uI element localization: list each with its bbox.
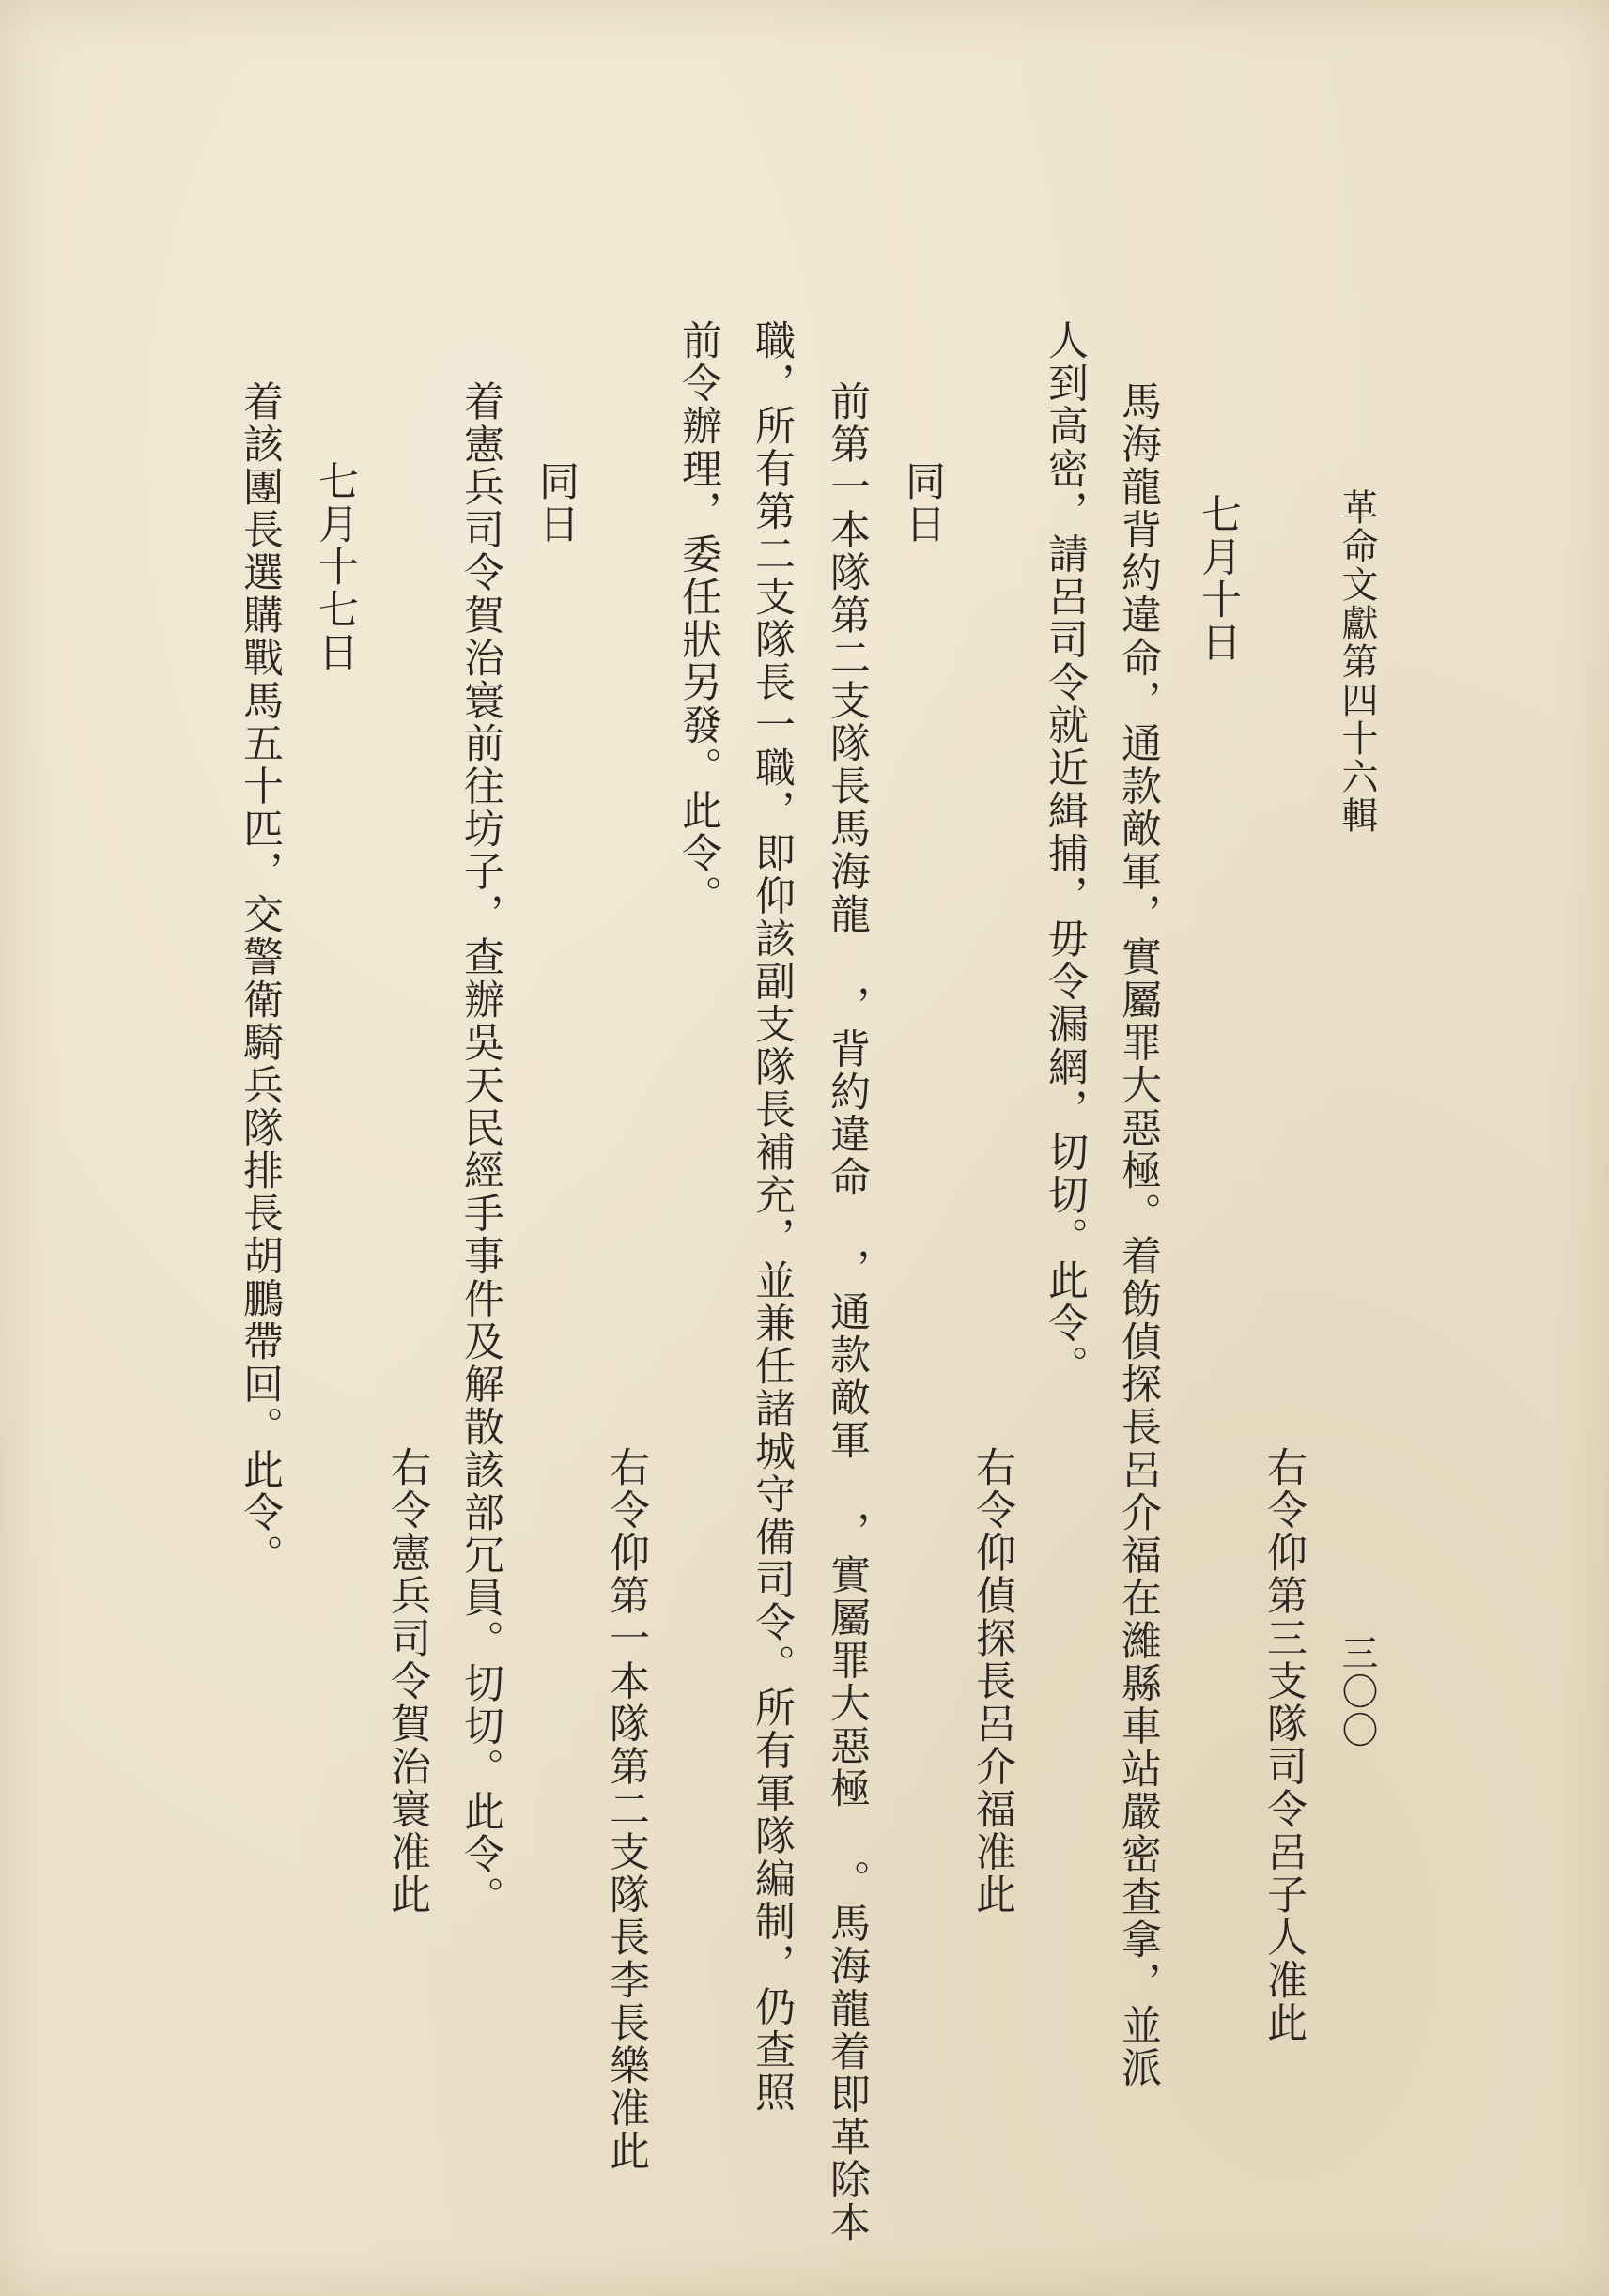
text-column-7: 前第一本隊第二支隊長馬海龍 ，背約違命 ，通款敵軍 ，實屬罪大惡極 。馬海龍着即革除本: [824, 380, 871, 2244]
text-column-12: 着憲兵司令賀治寰前往坊子，查辦吳天民經手事件及解散該部冗員。切切。此令。: [457, 380, 504, 1918]
text-column-13: 右令憲兵司令賀治寰准此: [384, 1446, 431, 1917]
text-column-15: 着該團長選購戰馬五十匹，交警衛騎兵隊排長胡鵬帶回。此令。: [237, 380, 284, 1577]
text-column-14: 七月十七日: [312, 460, 359, 674]
text-column-4: 人到高密，請呂司令就近緝捕，毋令漏網，切切。此令。: [1042, 319, 1089, 1388]
text-column-5: 右令仰偵探長呂介福准此: [969, 1446, 1016, 1917]
text-column-11: 同日: [533, 460, 580, 546]
text-column-10: 右令仰第一本隊第二支隊長李長樂准此: [603, 1446, 650, 2173]
page-number: 三〇〇: [1336, 1634, 1378, 1749]
text-column-9: 前令辦理，委任狀另發。此令。: [675, 319, 722, 917]
text-column-3: 馬海龍背約違命，通款敵軍，實屬罪大惡極。着飭偵探長呂介福在濰縣車站嚴密查拿，並派: [1115, 380, 1162, 2089]
book-title: 革命文獻第四十六輯: [1336, 488, 1378, 835]
text-column-1: 右令仰第三支隊司令呂子人准此: [1261, 1446, 1307, 2044]
text-column-8: 職，所有第二支隊長一職，即仰該副支隊長補充，並兼任諸城守備司令。所有軍隊編制，仍查照: [749, 319, 796, 2114]
text-column-6: 同日: [899, 460, 946, 546]
text-column-2: 七月十日: [1195, 493, 1242, 664]
